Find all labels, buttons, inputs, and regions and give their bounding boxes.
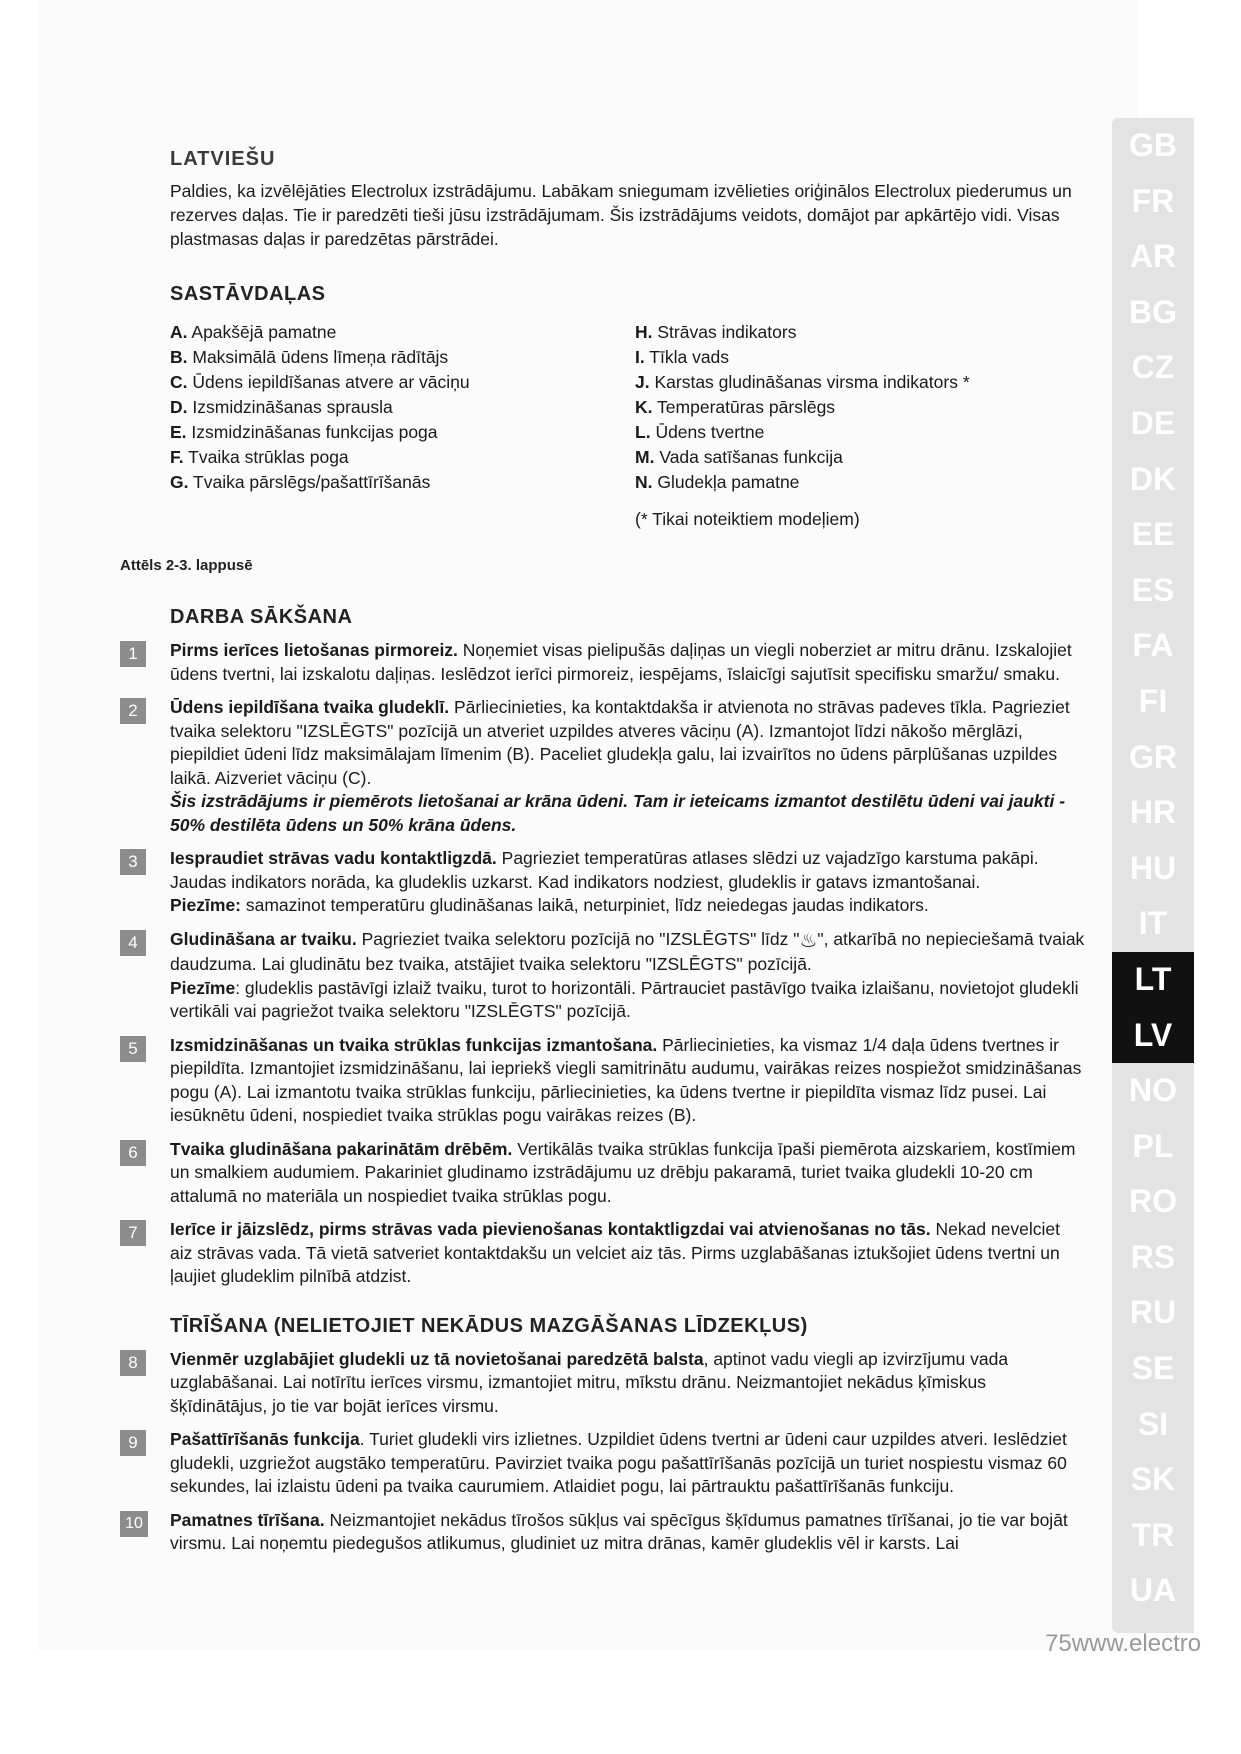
part-item: M. Vada satīšanas funkcija <box>635 447 843 467</box>
step-5: 5 Izsmidzināšanas un tvaika strūklas funkcijas izmantošana. Pārliecinieties, ka vismaz 1/4 daļa ūdens tvertnes ir piepildīta. Izmantojiet izsmidzināšanu, lai iepriekš viegli samitrinātu audumu, vairākas reizes nospiežot smidzināšanas pogu (A). Lai izmantotu tvaika strūklas funkciju, pārliecinieties, ka ūdens tvertne ir piepildīta vismaz līdz pusei. Lai iesūknētu ūdeni, nospiediet tvaika strūklas pogu vairākas reizes (B). <box>170 1034 1085 1128</box>
step-1: 1 Pirms ierīces lietošanas pirmoreiz. Noņemiet visas pielipušās daļiņas un viegli noberziet ar mitru drānu. Izskalojiet ūdens tvertni, lai izskalotu daļiņas. Ieslēdzot ierīci pirmoreiz, iespējams, īslaicīgi sajutīsit specifisku smaržu/ smaku. <box>170 639 1085 686</box>
parts-note: (* Tikai noteiktiem modeļiem) <box>635 509 860 529</box>
lang-tab-si[interactable]: SI <box>1137 1405 1169 1442</box>
lang-tab-lv[interactable]: LV <box>1112 1008 1194 1064</box>
step-number: 10 <box>120 1511 148 1537</box>
lang-tab-lt[interactable]: LT <box>1112 952 1194 1008</box>
step-7: 7 Ierīce ir jāizslēdz, pirms strāvas vada pievienošanas kontaktligzdai vai atvienošanas no tās. Nekad nevelciet aiz strāvas vada. Tā vietā satveriet kontaktdakšu un velciet aiz tās. Pirms uzglabāšanas iztukšojiet ūdens tvertni un ļaujiet gludeklim pilnībā atdzist. <box>170 1218 1085 1289</box>
intro-section <box>170 148 1085 531</box>
step-number: 3 <box>120 849 146 875</box>
step-number: 4 <box>120 930 146 956</box>
part-item: E. Izsmidzināšanas funkcijas poga <box>170 422 438 442</box>
part-item: G. Tvaika pārslēgs/pašattīrīšanās <box>170 472 431 492</box>
lang-tab-ru[interactable]: RU <box>1129 1294 1177 1331</box>
page-footer: 75www.electro <box>1045 1630 1202 1657</box>
step-number: 1 <box>120 641 146 667</box>
lang-tab-rs[interactable]: RS <box>1130 1238 1176 1275</box>
lang-tab-cz[interactable]: CZ <box>1131 349 1175 386</box>
language-title: LATVIEŠU <box>170 148 276 170</box>
part-item: N. Gludekļa pamatne <box>635 472 800 492</box>
lang-tab-dk[interactable]: DK <box>1129 460 1177 497</box>
parts-title: SASTĀVDAĻAS <box>170 283 326 305</box>
steam-max-icon: ♨ <box>799 929 818 952</box>
intro-paragraph: Paldies, ka izvēlējāties Electrolux izstrādājumu. Labākam sniegumam izvēlieties oriģinālos Electrolux piederumus un rezerves daļas. Tie ir paredzēti tieši jūsu izstrādājumam. Šis izstrādājums veidots, domājot par apkārtējo vidi. Visas plastmasas daļas ir paredzētas pārstrādei. <box>170 181 1072 249</box>
language-tabs <box>1112 118 1194 1633</box>
part-item: L. Ūdens tvertne <box>635 422 765 442</box>
figure-reference: Attēls 2-3. lappusē <box>120 557 253 574</box>
step-9: 9 Pašattīrīšanās funkcija. Turiet gludekli virs izlietnes. Uzpildiet ūdens tvertni ar ūdeni caur uzpildes atveri. Ieslēdziet gludekli, uzgriežot augstāko temperatūru. Pavirziet tvaika pogu pašattīrīšanās pozīcijā un turiet nospiestu vismaz 60 sekundes, lai izlaistu ūdeni pa tvaika caurumiem. Atlaidiet pogu, lai pārtrauktu pašattīrīšanās funkciju. <box>170 1428 1085 1499</box>
step-number: 7 <box>120 1220 146 1246</box>
lang-tab-ua[interactable]: UA <box>1129 1572 1177 1609</box>
part-item: D. Izsmidzināšanas sprausla <box>170 397 393 417</box>
lang-tab-fa[interactable]: FA <box>1132 627 1174 664</box>
lang-tab-tr[interactable]: TR <box>1131 1516 1175 1553</box>
start-title: DARBA SĀKŠANA <box>170 606 353 628</box>
lang-tab-ro[interactable]: RO <box>1129 1183 1177 1220</box>
lang-tab-hu[interactable]: HU <box>1129 849 1177 886</box>
part-item: J. Karstas gludināšanas virsma indikators * <box>635 372 970 392</box>
part-item: I. Tīkla vads <box>635 347 730 367</box>
lang-tab-gb[interactable]: GB <box>1129 127 1177 163</box>
part-item: K. Temperatūras pārslēgs <box>635 397 836 417</box>
parts-list <box>170 320 1085 495</box>
lang-tab-fr[interactable]: FR <box>1131 182 1175 219</box>
cleaning-title: TĪRĪŠANA (NELIETOJIET NEKĀDUS MAZGĀŠANAS LĪDZEKĻUS) <box>170 1314 808 1337</box>
tap-water-note: Šis izstrādājums ir piemērots lietošanai ar krāna ūdeni. Tam ir ieteicams izmantot destilētu ūdeni vai jaukti - 50% destilēta ūdens un 50% krāna ūdens. <box>170 791 1066 835</box>
parts-column-right <box>635 320 1085 495</box>
step-6: 6 Tvaika gludināšana pakarinātām drēbēm. Vertikālās tvaika strūklas funkcija īpaši piemērota aizskariem, kostīmiem un smalkiem audumiem. Pakariniet gludinamo izstrādājumu uz drēbju pakaramā, turiet tvaika gludekli 10-20 cm attalumā no materiāla un nospiediet tvaika strūklas pogu. <box>170 1138 1085 1209</box>
part-item: B. Maksimālā ūdens līmeņa rādītājs <box>170 347 449 367</box>
lang-tab-es[interactable]: ES <box>1131 571 1175 608</box>
step-number: 2 <box>120 698 146 724</box>
step-8: 8 Vienmēr uzglabājiet gludekli uz tā novietošanai paredzētā balsta, aptinot vadu viegli ap izvirzījumu vada uzglabāšanai. Lai notīrītu ierīces virsmu, izmantojiet mitru, mīkstu drānu. Neizmantojiet nekādus ķīmiskus šķīdinātājus, jo tie var bojāt ierīces virsmu. <box>170 1348 1085 1419</box>
lang-tab-hr[interactable]: HR <box>1129 794 1177 831</box>
lang-tab-sk[interactable]: SK <box>1130 1461 1176 1498</box>
step-number: 6 <box>120 1140 146 1166</box>
step-number: 9 <box>120 1430 146 1456</box>
step-3: 3 Iespraudiet strāvas vadu kontaktligzdā. Pagrieziet temperatūras atlases slēdzi uz vajadzīgo karstuma pakāpi. Jaudas indikators norāda, ka gludeklis uzkarst. Kad indikators nodziest, gludeklis ir gatavs izmantošanai. Piezīme: samazinot temperatūru gludināšanas laikā, neturpiniet, līdz neiedegas jaudas indikators. <box>170 847 1085 918</box>
lang-tab-fi[interactable]: FI <box>1138 682 1168 719</box>
part-item: H. Strāvas indikators <box>635 322 797 342</box>
lang-tab-se[interactable]: SE <box>1131 1350 1175 1387</box>
step-2: 2 Ūdens iepildīšana tvaika gludeklī. Pārliecinieties, ka kontaktdakša ir atvienota no strāvas padeves tīkla. Pagrieziet tvaika selektoru "IZSLĒGTS" pozīcijā un atveriet uzpildes atveres vāciņu (A). Izmantojot līdzi nākošo mērglāzi, piepildiet ūdeni līdz maksimālajam līmenim (B). Paceliet gludekļa galu, lai izvairītos no ūdens pārplūšanas uzpildes laikā. Aizveriet vāciņu (C). Šis izstrādājums ir piemērots lietošanai ar krāna ūdeni. Tam ir ieteicams izmantot destilētu ūdeni vai jaukti - 50% destilēta ūdens un 50% krāna ūdens. <box>170 696 1085 837</box>
instructions-section <box>125 606 1085 1556</box>
part-item: C. Ūdens iepildīšanas atvere ar vāciņu <box>170 372 470 392</box>
step-10: 10 Pamatnes tīrīšana. Neizmantojiet nekādus tīrošos sūkļus vai spēcīgus šķīdumus pamatnes tīrīšanai, jo tie var bojāt virsmu. Lai noņemtu piedegušos atlikumus, gludiniet uz mitra drānas, kamēr gludeklis vēl ir karsts. Lai <box>170 1509 1085 1556</box>
part-item: A. Apakšējā pamatne <box>170 322 337 342</box>
lang-tab-de[interactable]: DE <box>1130 404 1176 441</box>
lang-tab-ee[interactable]: EE <box>1131 516 1175 553</box>
part-item: F. Tvaika strūklas poga <box>170 447 349 467</box>
parts-column-left <box>170 320 635 495</box>
lang-tab-gr[interactable]: GR <box>1129 738 1177 775</box>
step-4: 4 Gludināšana ar tvaiku. Pagrieziet tvaika selektoru pozīcijā no "IZSLĒGTS" līdz "♨", atkarībā no nepieciešamā tvaiak daudzuma. Lai gludinātu bez tvaika, atstājiet tvaika selektoru "IZSLĒGTS" pozīcijā. Piezīme: gludeklis pastāvīgi izlaiž tvaiku, turot to horizontāli. Pārtrauciet pastāvīgo tvaika izlaišanu, novietojot gludekli vertikāli vai pagriežot tvaika selektoru "IZSLĒGTS" pozīcijā. <box>170 928 1085 1024</box>
lang-tab-ar[interactable]: AR <box>1129 238 1177 275</box>
lang-tab-pl[interactable]: PL <box>1132 1127 1174 1164</box>
step-number: 5 <box>120 1036 146 1062</box>
lang-tab-it[interactable]: IT <box>1138 905 1168 942</box>
step-number: 8 <box>120 1350 146 1376</box>
lang-tab-no[interactable]: NO <box>1129 1072 1177 1109</box>
lang-tab-bg[interactable]: BG <box>1129 293 1177 330</box>
